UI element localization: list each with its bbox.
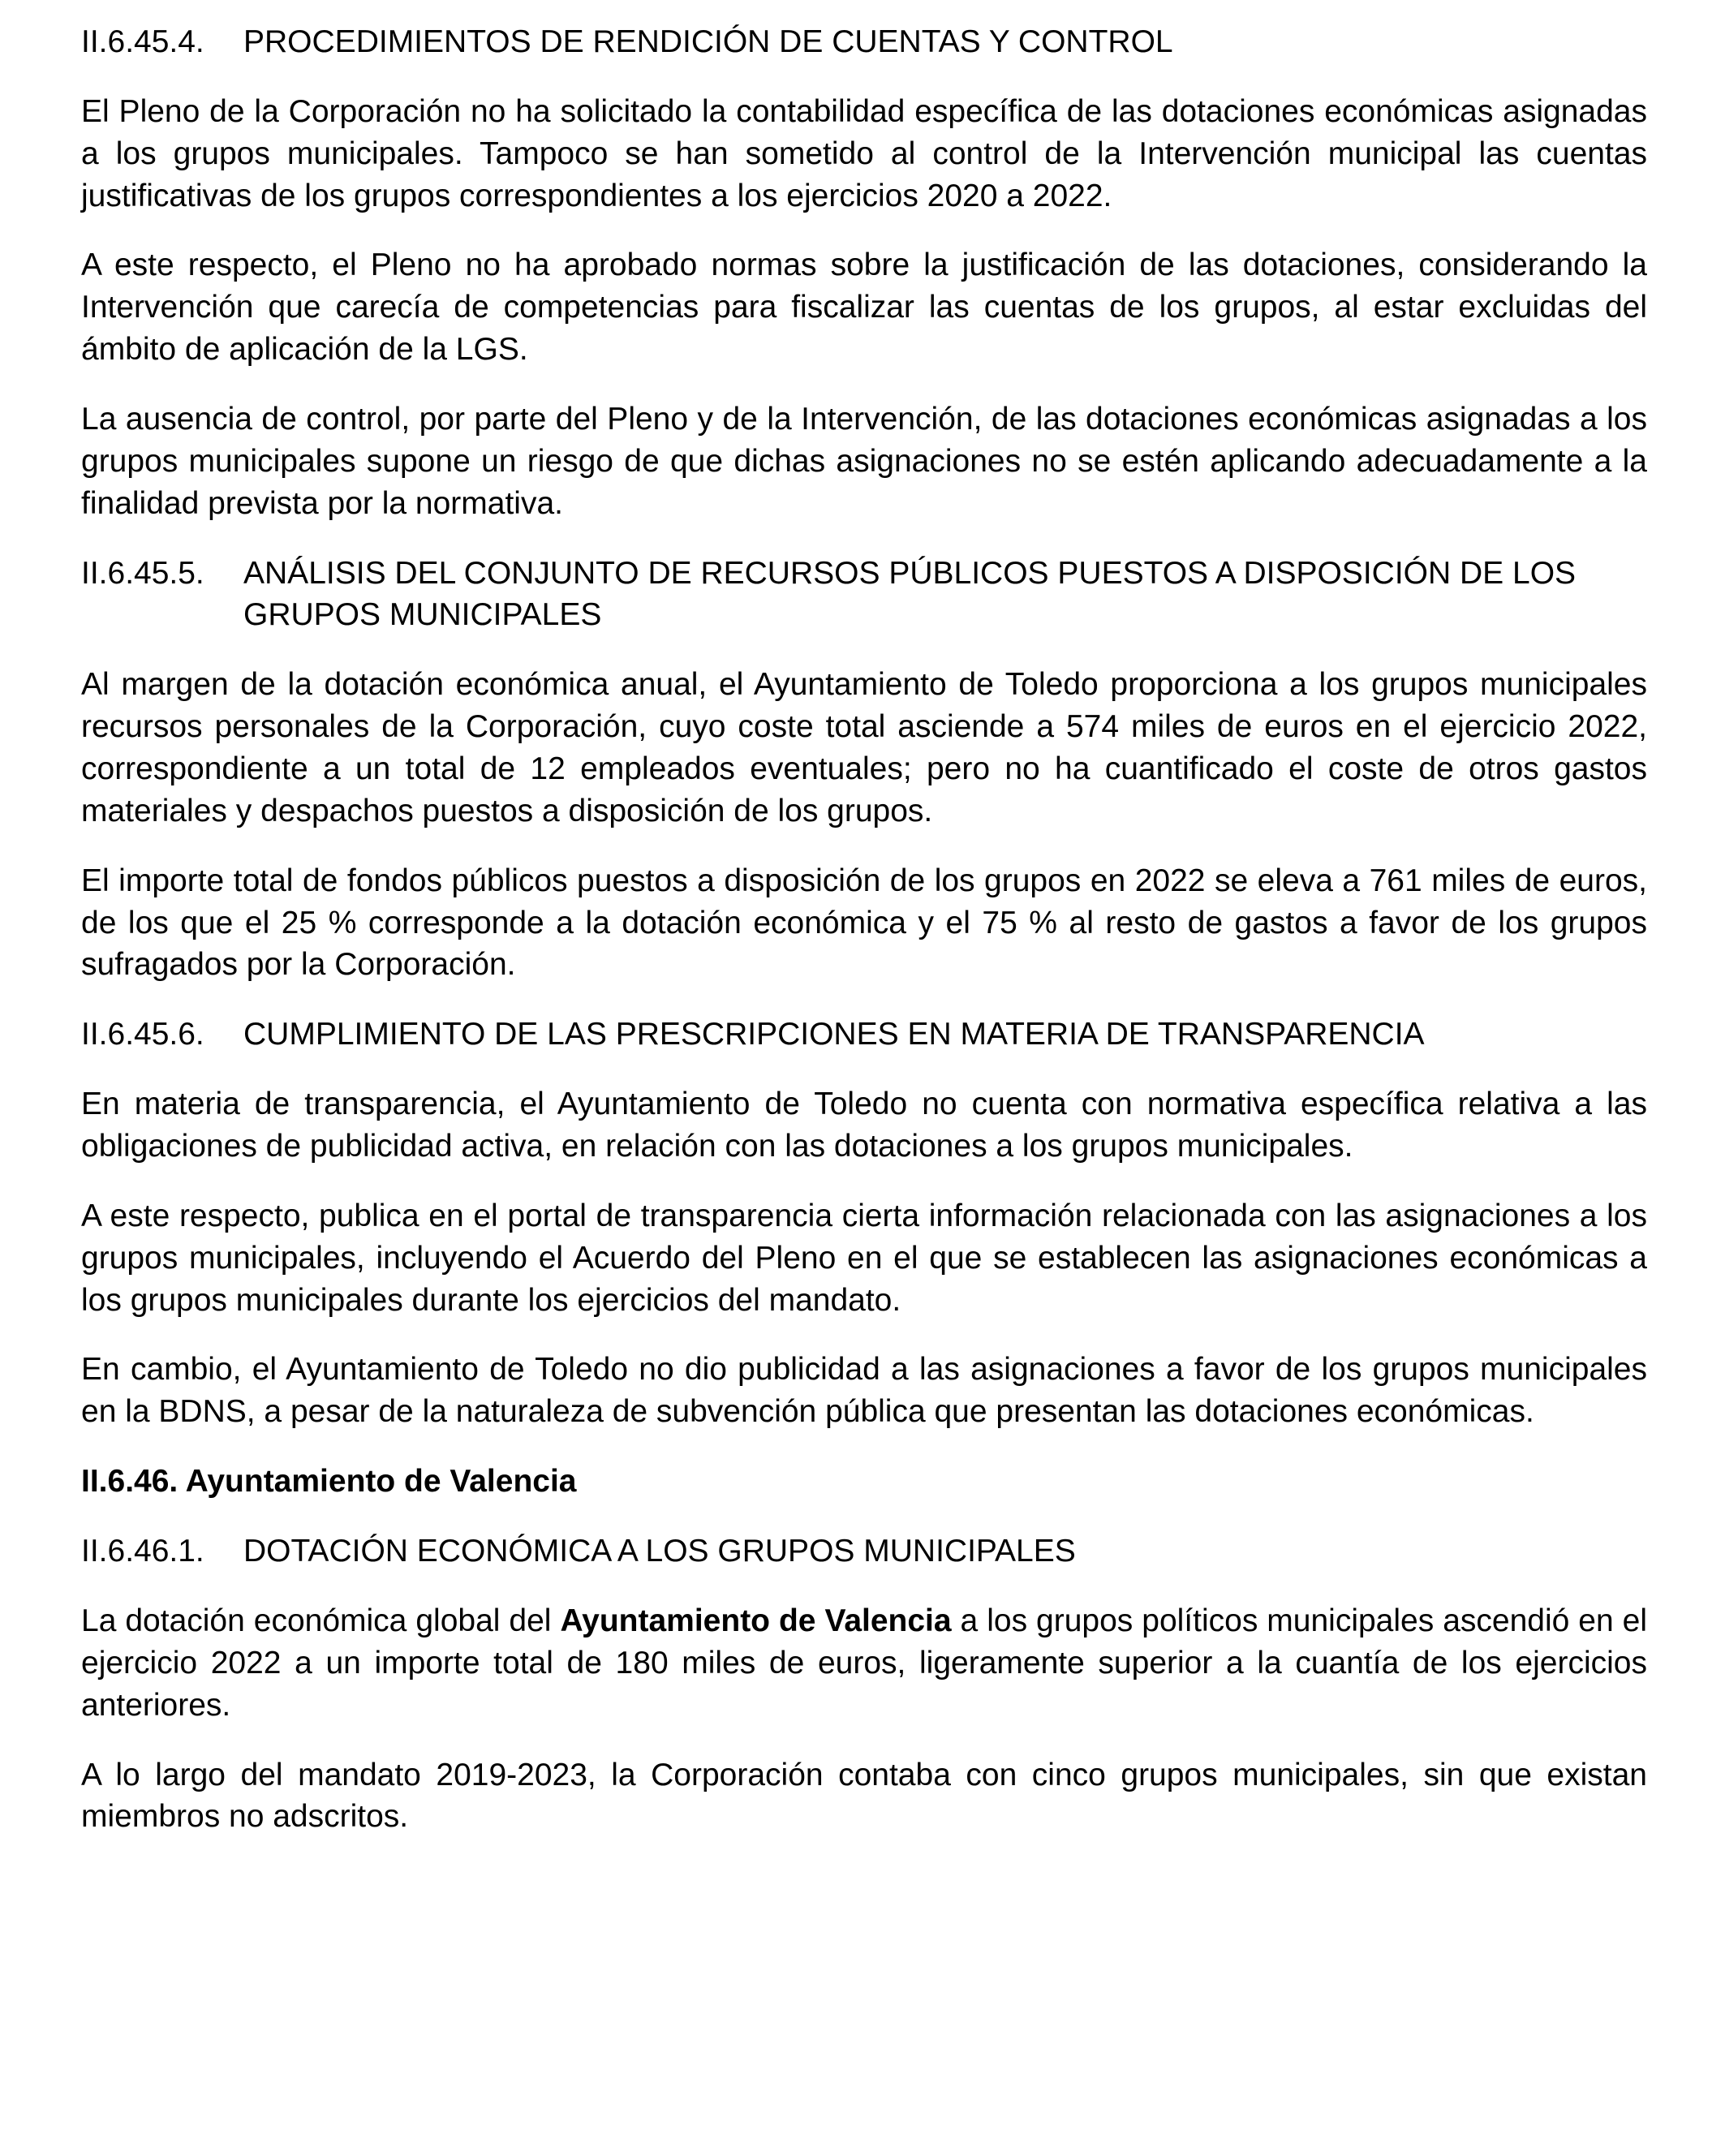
heading-title: CUMPLIMIENTO DE LAS PRESCRIPCIONES EN MATERIA DE TRANSPARENCIA <box>243 1017 1425 1052</box>
paragraph-pleno-contabilidad: El Pleno de la Corporación no ha solicitado la contabilidad específica de las dotaciones económicas asignadas a los grupos municipales. Tampoco se han sometido al control de la Intervención municipal las cuentas justificativas de los grupos correspondientes a los ejercicios 2020 a 2022. <box>81 93 1647 213</box>
heading-procedimientos-rendicion <box>81 21 1647 63</box>
heading-title: ANÁLISIS DEL CONJUNTO DE RECURSOS PÚBLICOS PUESTOS A DISPOSICIÓN DE LOS GRUPOS MUNICIPALES <box>243 555 1577 633</box>
paragraph-portal-transparencia: A este respecto, publica en el portal de transparencia cierta información relacionada con las asignaciones a los grupos municipales, incluyendo el Acuerdo del Pleno en el que se establecen las asignaciones económicas a los grupos municipales durante los ejercicios del mandato. <box>81 1198 1647 1318</box>
paragraph-importe-total-fondos: El importe total de fondos públicos puestos a disposición de los grupos en 2022 se eleva a 761 miles de euros, de los que el 25 % corresponde a la dotación económica y el 75 % al resto de gastos a favor de los grupos sufragados por la Corporación. <box>81 863 1647 983</box>
paragraph-mandato-grupos: A lo largo del mandato 2019-2023, la Corporación contaba con cinco grupos municipales, sin que existan miembros no adscritos. <box>81 1757 1647 1835</box>
heading-title: DOTACIÓN ECONÓMICA A LOS GRUPOS MUNICIPALES <box>243 1534 1076 1569</box>
heading-analisis-recursos <box>81 553 1647 637</box>
heading-title: PROCEDIMIENTOS DE RENDICIÓN DE CUENTAS Y CONTROL <box>243 24 1173 59</box>
paragraph-dotacion-global-valencia <box>81 1600 1647 1727</box>
paragraph-bdns-publicidad: En cambio, el Ayuntamiento de Toledo no dio publicidad a las asignaciones a favor de los grupos municipales en la BDNS, a pesar de la naturaleza de subvención pública que presentan las dotaciones económicas. <box>81 1352 1647 1430</box>
heading-dotacion-economica <box>81 1530 1647 1573</box>
bold-text-run: Ayuntamiento de Valencia <box>560 1603 952 1638</box>
heading-number: II.6.45.6. <box>81 1017 204 1052</box>
text-run: La dotación económica global del <box>81 1603 561 1638</box>
heading-cumplimiento-transparencia <box>81 1013 1647 1056</box>
heading-number: II.6.45.5. <box>81 555 204 591</box>
heading-number: II.6.46.1. <box>81 1534 204 1569</box>
paragraph-normativa-especifica: En materia de transparencia, el Ayuntamiento de Toledo no cuenta con normativa específica relativa a las obligaciones de publicidad activa, en relación con las dotaciones a los grupos municipales. <box>81 1087 1647 1164</box>
paragraph-normas-justificacion: A este respecto, el Pleno no ha aprobado normas sobre la justificación de las dotaciones, considerando la Intervención que carecía de competencias para fiscalizar las cuentas de los grupos, al estar excluidas del ámbito de aplicación de la LGS. <box>81 247 1647 368</box>
heading-number: II.6.45.4. <box>81 24 204 59</box>
text-run: a los grupos políticos municipales ascendió en el ejercicio 2022 a un importe total de 180 miles de euros, ligeramente superior a la cuantía de los ejercicios anteriores. <box>81 1603 1647 1723</box>
heading-ayuntamiento-valencia: II.6.46. Ayuntamiento de Valencia <box>81 1464 577 1500</box>
paragraph-ausencia-control: La ausencia de control, por parte del Pleno y de la Intervención, de las dotaciones económicas asignadas a los grupos municipales supone un riesgo de que dichas asignaciones no se estén aplicando adecuadamente a la finalidad prevista por la normativa. <box>81 402 1647 521</box>
paragraph-recursos-personales: Al margen de la dotación económica anual, el Ayuntamiento de Toledo proporciona a los grupos municipales recursos personales de la Corporación, cuyo coste total asciende a 574 miles de euros en el ejercicio 2022, correspondiente a un total de 12 empleados eventuales; pero no ha cuantificado el coste de otros gastos materiales y despachos puestos a disposición de los grupos. <box>81 667 1647 828</box>
